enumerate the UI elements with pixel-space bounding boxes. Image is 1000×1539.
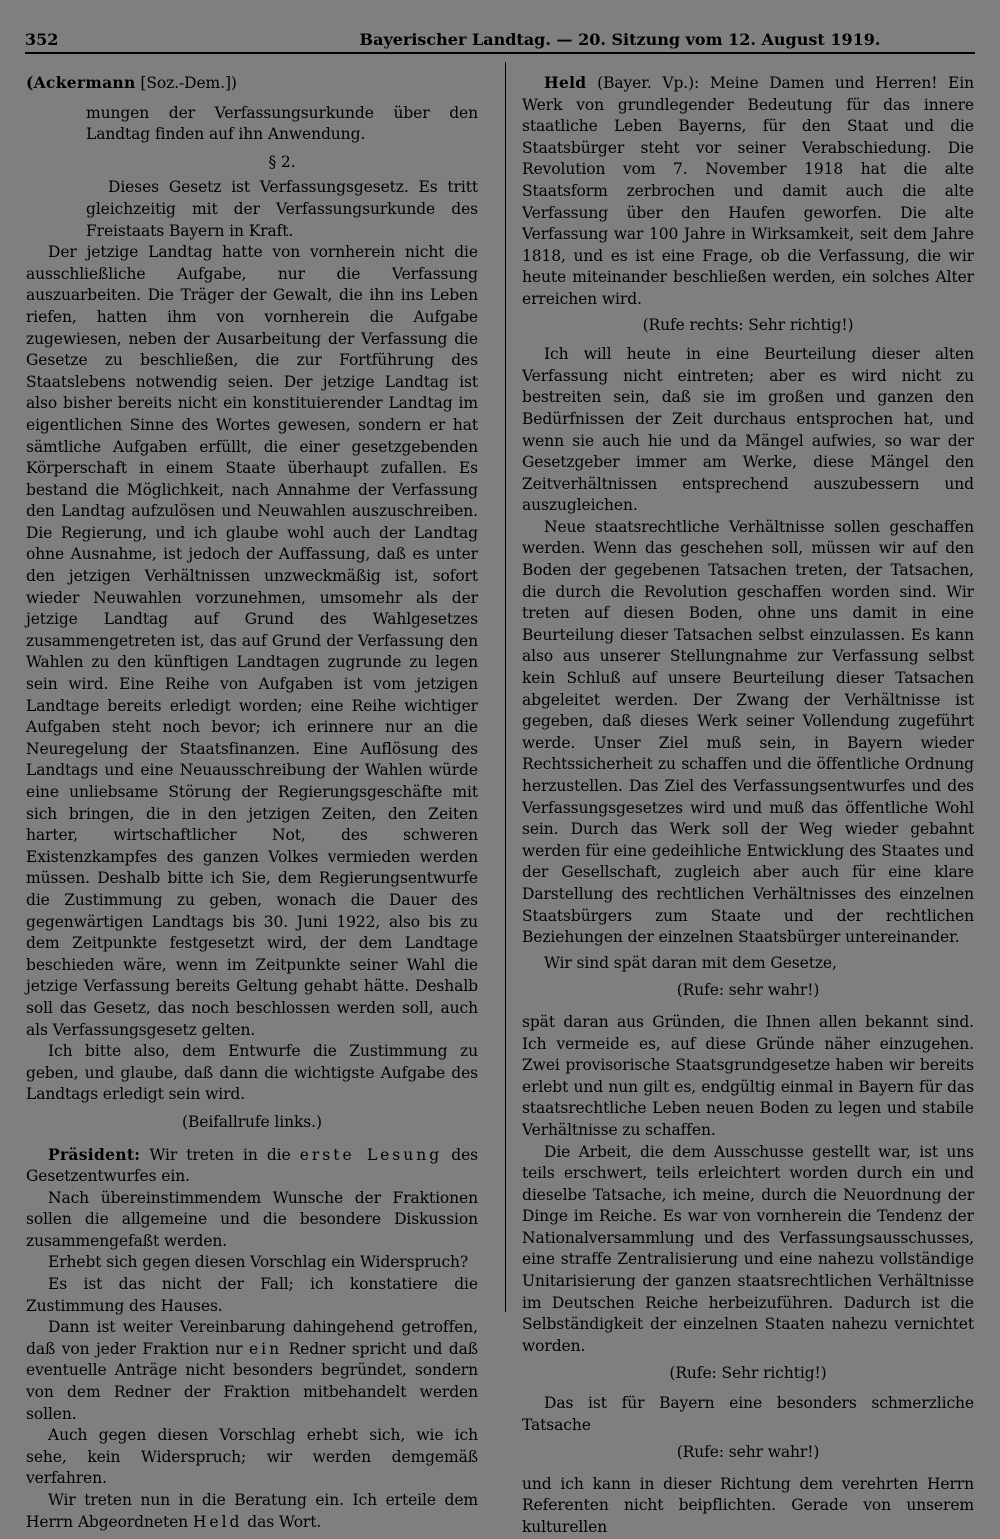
paragraph: Auch gegen diesen Vorschlag erhebt sich, wie ich sehe, kein Widerspruch; wir werden demgemäß verfahren. bbox=[26, 1426, 478, 1488]
paragraph: Nach übereinstimmendem Wunsche der Fraktionen sollen die allgemeine und die besondere Diskussion zusammengefaßt werden. bbox=[26, 1188, 478, 1250]
speaker-continuation: (Ackermann [Soz.-Dem.]) bbox=[26, 73, 237, 92]
law-text-continuation: mungen der Verfassungsurkunde über den Landtag finden auf ihn Anwendung. bbox=[86, 103, 478, 144]
paragraph: spät daran aus Gründen, die Ihnen allen bekannt sind. Ich vermeide es, auf diese Gründe näher einzugehen. Zwei provisorische Staatsgrundgesetze haben wir bereits erlebt und nun gilt es, endgültig einmal in Bayern für das staatsrechtliche Leben neuen Boden zu legen und stabile Verhältnisse zu schaffen. bbox=[522, 1012, 974, 1139]
paragraph: Wir treten nun in die Beratung ein. Ich erteile dem Herrn Abgeordneten Held das Wort. bbox=[26, 1491, 478, 1531]
paragraph: Ich bitte also, dem Entwurfe die Zustimmung zu geben, und glaube, daß dann die wichtigste Aufgabe des Landtags erledigt sein wird. bbox=[26, 1042, 478, 1104]
paragraph: Die Arbeit, die dem Ausschusse gestellt war, ist uns teils erschwert, teils erleichtert worden durch ein und dieselbe Tatsache, ich meine, durch die Neuordnung der Dinge im Reiche. Es war von vornherein die Tendenz der Nationalversammlung und des Verfassungsausschusses, eine straffe Zentralisierung und eine nahezu vollständige Unitarisierung der ganzen staatsrechtlichen Verhältnisse im Deutschen Reiche herbeizuführen. Dadurch ist die Selbständigkeit der einzelnen Staaten nahezu vernichtet worden. bbox=[522, 1142, 974, 1355]
paragraph: Wir sind spät daran mit dem Gesetze, bbox=[544, 953, 837, 972]
section-heading: § 2. bbox=[268, 152, 296, 171]
interjection: (Rufe rechts: Sehr richtig!) bbox=[642, 315, 854, 334]
header-rule bbox=[25, 52, 975, 54]
paragraph: Dann ist weiter Vereinbarung dahingehend getroffen, daß von jeder Fraktion nur ein Redner spricht und daß eventuelle Anträge nicht besonders begründet, sondern von dem Redner der Fraktion mitbehandelt werden sollen. bbox=[26, 1318, 478, 1423]
paragraph: Ich will heute in eine Beurteilung dieser alten Verfassung nicht eintreten; aber es wird nicht zu bestreiten sein, daß sie im großen und ganzen den Bedürfnissen der Zeit durchaus entsprochen hat, und wenn sie auch hie und da Mängel aufwies, so war der Gesetzgeber immer am Werke, diese Mängel den Zeitverhältnissen entsprechend auszubessern und auszugleichen. bbox=[522, 345, 974, 515]
paragraph: Neue staatsrechtliche Verhältnisse sollen geschaffen werden. Wenn das geschehen soll, müssen wir auf den Boden der gegebenen Tatsachen treten, der Tatsachen, die durch die Revolution geschaffen worden sind. Wir treten auf diesen Boden, ohne uns damit in eine Beurteilung dieser Tatsachen selbst einzulassen. Es kann also aus unserer Stellungnahme zur Verfassung selbst kein Schluß auf unsere Beurteilung dieser Tatsachen abgeleitet werden. Der Zwang der Verhältnisse ist gegeben, daß dieses Werk seiner Vollendung zugeführt werde. Unser Ziel muß sein, in Bayern wieder Rechtssicherheit zu schaffen und die öffentliche Ordnung herzustellen. Das Ziel des Verfassungsentwurfes und des Verfassungsgesetzes wird und muß das öffentliche Wohl sein. Durch das Werk soll der Weg wieder gebahnt werden für eine gedeihliche Entwicklung des Staates und der Gesellschaft, zugleich aber auch für eine klare Darstellung des rechtlichen Verhältnisses des einzelnen Staatsbürgers zum Staate und der rechtlichen Beziehungen der einzelnen Staatsbürger untereinander. bbox=[522, 517, 974, 947]
interjection: (Rufe: Sehr richtig!) bbox=[669, 1364, 827, 1383]
interjection: (Beifallrufe links.) bbox=[182, 1112, 322, 1131]
page-number: 352 bbox=[25, 30, 59, 49]
paragraph: Das ist für Bayern eine besonders schmerzliche Tatsache bbox=[522, 1394, 974, 1434]
held-speech-start: Held (Bayer. Vp.): Meine Damen und Herren! Ein Werk von grundlegender Bedeutung für das innere staatliche Leben Bayerns, für den Staat und die Staatsbürger steht vor seiner Verabschiedung. Die Revolution vom 7. November 1918 hat die alte Staatsform zerbrochen und damit auch die alte Verfassung über den Haufen geworfen. Die alte Verfassung war 100 Jahre in Wirksamkeit, seit dem Jahre 1818, und es ist eine Frage, ob die Verfassung, die wir heute miteinander beschließen werden, ein solches Alter erreichen wird. bbox=[522, 73, 975, 308]
paragraph: und ich kann in dieser Richtung dem verehrten Herrn Referenten nicht beipflichten. Gerade von unserem kulturellen bbox=[522, 1474, 974, 1536]
paragraph: Der jetzige Landtag hatte von vornherein nicht die ausschließliche Aufgabe, nur die Verfassung auszuarbeiten. Die Träger der Gewalt, die ihn ins Leben riefen, hatten ihm von vornherein die Aufgabe zugewiesen, neben der Ausarbeitung der Verfassung die Gesetze zu beschließen, die zur Fortführung des Staatslebens notwendig seien. Der jetzige Landtag ist also bisher bereits nicht ein konstituierender Landtag im eigentlichen Sinne des Wortes gewesen, sondern er hat sämtliche Aufgaben erfüllt, die einer gesetzgebenden Körperschaft in einem Staate überhaupt zufallen. Es bestand die Möglichkeit, nach Annahme der Verfassung den Landtag aufzulösen und Neuwahlen auszuschreiben. Die Regierung, und ich glaube wohl auch der Landtag ohne Ausnahme, ist jedoch der Auffassung, daß es unter den jetzigen Verhältnissen unzweckmäßig ist, sofort wieder Neuwahlen vorzunehmen, umsomehr als der jetzige Landtag auf Grund des Wahlgesetzes zusammengetreten ist, das auf Grund der Verfassung den Wahlen zu den künftigen Landtagen zugrunde zu legen sein wird. Eine Reihe von Aufgaben ist vom jetzigen Landtage bereits erledigt worden; eine Reihe wichtiger Aufgaben steht noch bevor; ich erinnere nur an die Neuregelung der Staatsfinanzen. Eine Auflösung des Landtags und eine Neuausschreibung der Wahlen würde eine unliebsame Störung der Regierungsgeschäfte mit sich bringen, die in den jetzigen Zeiten, den Zeiten harter, wirtschaftlicher Not, des schweren Existenzkampfes des ganzen Volkes vermieden werden müssen. Deshalb bitte ich Sie, dem Regierungsentwurfe die Zustimmung zu geben, wonach die Dauer des gegenwärtigen Landtags bis 30. Juni 1922, also bis zu dem Zeitpunkte festgesetzt wird, der dem Landtage beschieden wäre, wenn im Zeitpunkte seiner Wahl die jetzige Verfassung bereits Geltung gehabt hätte. Deshalb soll das Gesetz, das noch beschlossen werden soll, auch als Verfassungsgesetz gelten. bbox=[26, 243, 478, 1039]
section-text: Dieses Gesetz ist Verfassungsgesetz. Es tritt gleichzeitig mit der Verfassungsurkunde des Freistaats Bayern in Kraft. bbox=[86, 178, 478, 240]
paragraph: Erhebt sich gegen diesen Vorschlag ein Widerspruch? bbox=[48, 1253, 469, 1272]
president-statement: Präsident: Wir treten in die erste Lesung des Gesetzentwurfes ein. bbox=[26, 1144, 478, 1186]
column-divider bbox=[505, 62, 506, 1312]
interjection: (Rufe: sehr wahr!) bbox=[676, 981, 820, 1000]
running-title: Bayerischer Landtag. — 20. Sitzung vom 12. August 1919. bbox=[359, 30, 881, 49]
page-header bbox=[25, 28, 975, 54]
right-column bbox=[522, 72, 974, 1539]
law-text-block bbox=[26, 103, 478, 243]
paragraph: Es ist das nicht der Fall; ich konstatiere die Zustimmung des Hauses. bbox=[26, 1275, 478, 1315]
left-column bbox=[26, 72, 478, 1533]
interjection: (Rufe: sehr wahr!) bbox=[676, 1443, 820, 1462]
